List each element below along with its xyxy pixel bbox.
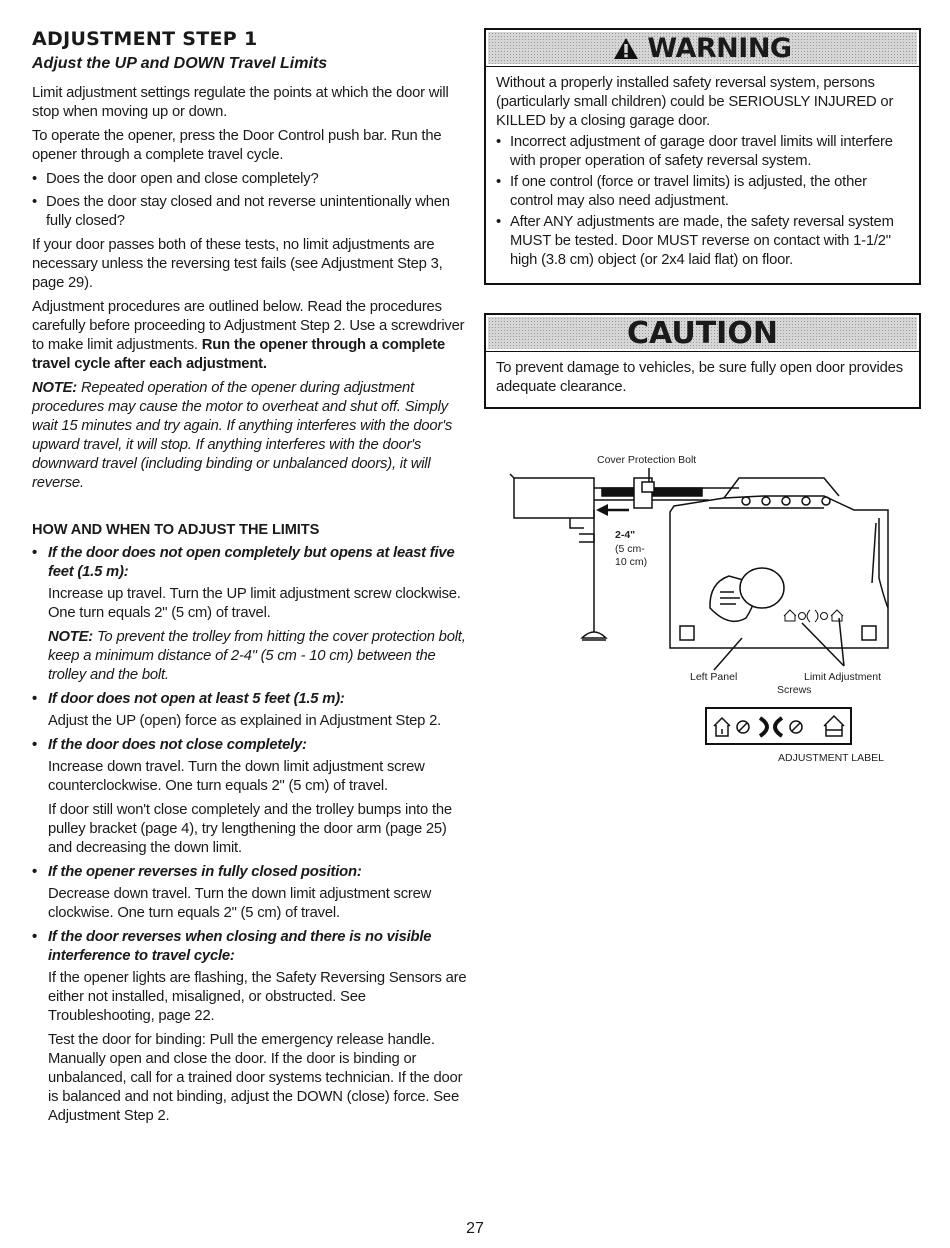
adjustment-label-caption: ADJUSTMENT LABEL: [778, 752, 884, 764]
adjustment-label-graphic: [706, 708, 851, 744]
how-heading: HOW AND WHEN TO ADJUST THE LIMITS: [32, 522, 320, 538]
warning-box: [484, 28, 921, 285]
caution-body: [486, 351, 919, 407]
condition-4-title: • If the opener reverses in fully closed position:: [32, 863, 470, 882]
step-subtitle: Adjust the UP and DOWN Travel Limits: [32, 55, 328, 72]
caution-banner: [488, 317, 917, 349]
check-list: [32, 170, 470, 231]
cover-bolt-label: Cover Protection Bolt: [597, 454, 697, 466]
condition-1-note-label: NOTE:: [48, 629, 94, 645]
warning-triangle-icon: [613, 37, 639, 60]
opener-illustration: [484, 448, 921, 778]
note-paragraph: [32, 379, 470, 493]
warning-item: • If one control (force or travel limits) is adjusted, the other control may also need adjustment.: [496, 173, 909, 211]
opener-diagram: [484, 448, 921, 778]
left-panel-label: Left Panel: [690, 671, 738, 683]
right-column: [484, 28, 921, 409]
condition-1-note-text: To prevent the trolley from hitting the cover protection bolt, keep a minimum distance of 2-4" (5 cm - 10 cm) between the trolley and the bolt.: [48, 629, 466, 683]
warning-body: [486, 66, 919, 283]
condition-4-text: Decrease down travel. Turn the down limit adjustment screw clockwise. One turn equals 2" (5 cm) of travel.: [48, 886, 432, 921]
intro-paragraph-4: [32, 298, 470, 374]
condition-5-text-1: If the opener lights are flashing, the Safety Reversing Sensors are either not installed, misaligned, or obstructed. See Troubleshooting, page 22.: [48, 970, 467, 1024]
warning-item: • Incorrect adjustment of garage door travel limits will interfere with proper operation of safety reversal system.: [496, 133, 909, 171]
screws-label-1: Limit Adjustment: [804, 671, 882, 683]
note-label: NOTE:: [32, 380, 78, 396]
caution-title: CAUTION: [627, 315, 778, 351]
condition-1-text: Increase up travel. Turn the UP limit adjustment screw clockwise. One turn equals 2" (5 cm) of travel.: [48, 586, 461, 621]
caution-box: [484, 313, 921, 409]
screws-label-2: Screws: [777, 684, 812, 696]
left-column: [32, 28, 470, 1131]
condition-5-title: • If the door reverses when closing and there is no visible interference to travel cycle:: [32, 928, 470, 966]
intro-paragraph-2: To operate the opener, press the Door Control push bar. Run the opener through a complete travel cycle.: [32, 128, 442, 163]
intro-paragraph-4-text: Adjustment procedures are outlined below. Read the procedures carefully before proceeding to Adjustment Step 2. Use a screwdriver to make limit adjustments.: [32, 299, 465, 353]
condition-2-title: • If door does not open at least 5 feet (1.5 m):: [32, 690, 470, 709]
warning-list: [496, 133, 909, 270]
condition-5-text-2: Test the door for binding: Pull the emergency release handle. Manually open and close the door. If the door is binding or unbalanced, call for a trained door systems technician. If the door is balanced and not binding, adjust the DOWN (close) force. See Adjustment Step 2.: [48, 1032, 463, 1124]
condition-3-title: • If the door does not close completely:: [32, 736, 470, 755]
condition-1-title: • If the door does not open completely but opens at least five feet (1.5 m):: [32, 544, 470, 582]
distance-metric-1: (5 cm-: [615, 543, 645, 555]
intro-paragraph-1: Limit adjustment settings regulate the points at which the door will stop when moving up or down.: [32, 85, 449, 120]
note-text: Repeated operation of the opener during adjustment procedures may cause the motor to overheat and shut off. Simply wait 15 minutes and try again. If anything interferes with the door's upward travel, it will stop. If anything interferes with the door's downward travel (including binding or unbalanced doors), it will reverse.: [32, 380, 453, 491]
condition-3-text-1: Increase down travel. Turn the down limit adjustment screw counterclockwise. One turn equals 2" (5 cm) of travel.: [48, 759, 425, 794]
intro-paragraph-4-bold: Run the opener through a complete travel cycle after each adjustment.: [32, 337, 446, 372]
caution-text: To prevent damage to vehicles, be sure fully open door provides adequate clearance.: [496, 360, 903, 395]
step-title: ADJUSTMENT STEP 1: [32, 28, 258, 50]
page-number: 27: [466, 1220, 484, 1237]
check-item: • Does the door stay closed and not reverse unintentionally when fully closed?: [32, 193, 470, 231]
condition-2-text: Adjust the UP (open) force as explained in Adjustment Step 2.: [48, 713, 442, 729]
intro-paragraph-3: If your door passes both of these tests, no limit adjustments are necessary unless the reversing test fails (see Adjustment Step 3, page 29).: [32, 237, 443, 291]
check-item: • Does the door open and close completely?: [32, 170, 470, 189]
condition-3-text-2: If door still won't close completely and the trolley bumps into the pulley bracket (page 4), try lengthening the door arm (page 25) and decreasing the down limit.: [48, 802, 452, 856]
distance-label: 2-4": [615, 529, 636, 541]
distance-metric-2: 10 cm): [615, 556, 648, 568]
warning-item: • After ANY adjustments are made, the safety reversal system MUST be tested. Door MUST reverse on contact with 1-1/2" high (3.8 cm) object (or 2x4 laid flat) on floor.: [496, 213, 909, 270]
warning-intro: Without a properly installed safety reversal system, persons (particularly small children) could be SERIOUSLY INJURED or KILLED by a closing garage door.: [496, 75, 894, 129]
warning-title: WARNING: [647, 32, 792, 64]
warning-banner: [488, 32, 917, 64]
condition-1-note: [32, 628, 470, 685]
